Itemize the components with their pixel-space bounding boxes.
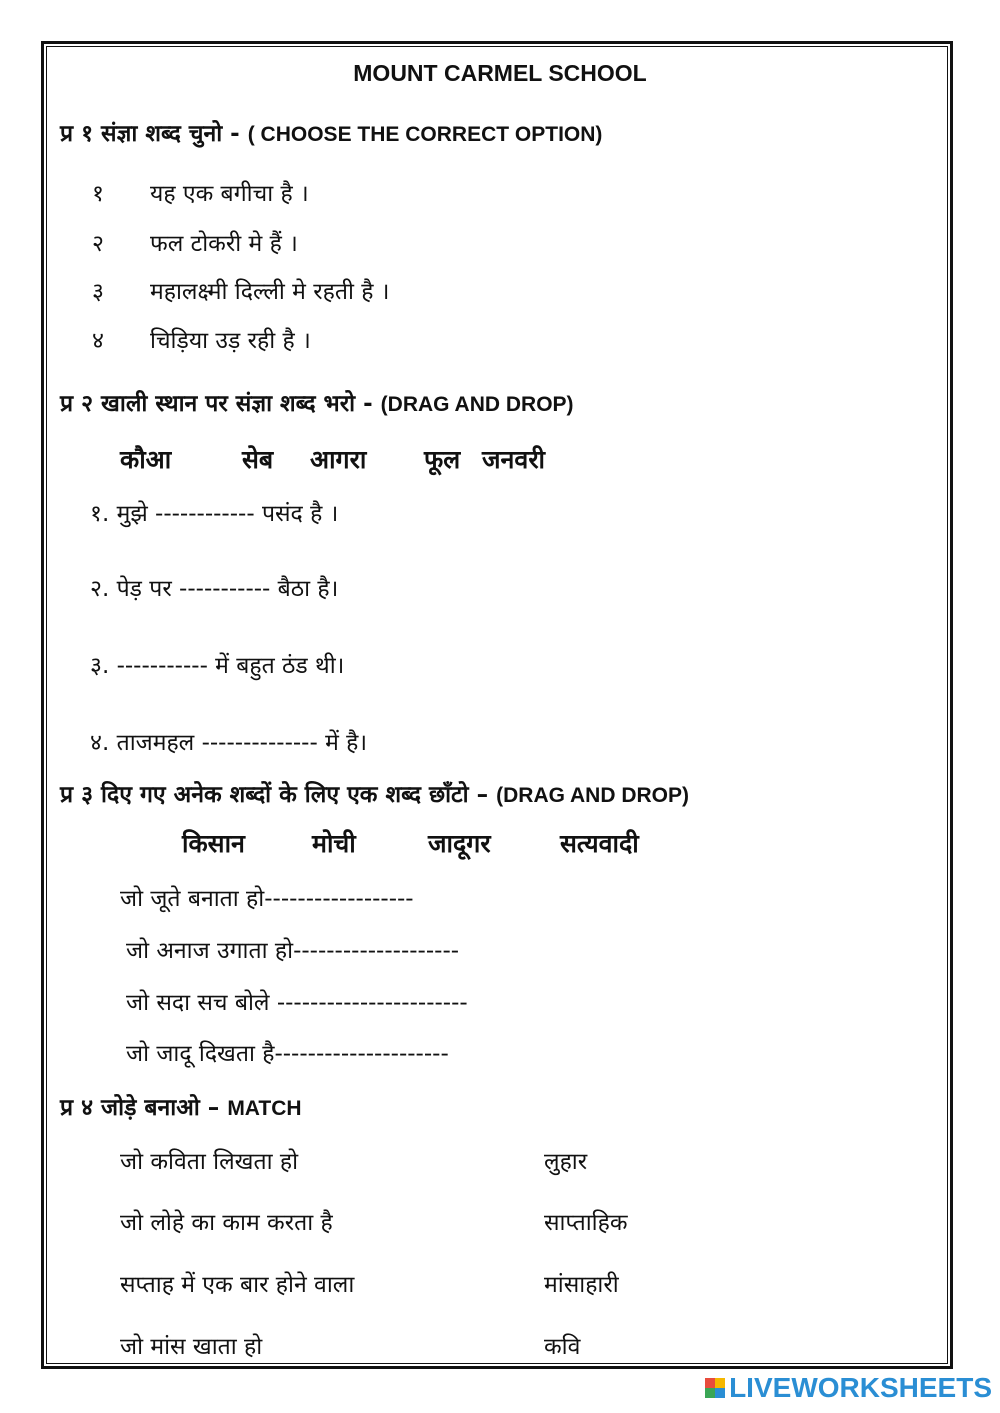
q1-item-number: २ (92, 231, 104, 257)
q2-word-option[interactable]: सेब (242, 445, 274, 474)
q4-match-right-item[interactable]: कवि (544, 1334, 581, 1360)
q3-word-bank (0, 826, 1000, 860)
q1-heading-english: ( CHOOSE THE CORRECT OPTION) (247, 123, 603, 146)
q3-fill-blank-line[interactable]: जो सदा सच बोले ----------------------- (126, 990, 468, 1016)
q1-item-text: फल टोकरी मे हैं । (150, 231, 298, 257)
q4-match-right-item[interactable]: साप्ताहिक (544, 1210, 628, 1236)
q3-fill-blank-line[interactable]: जो जादू दिखता है--------------------- (126, 1041, 449, 1067)
q2-heading (60, 386, 574, 418)
q3-word-option[interactable]: मोची (312, 829, 356, 858)
q4-match-left-item[interactable]: जो लोहे का काम करता है (120, 1210, 333, 1236)
q2-fill-blank-line[interactable]: ४. ताजमहल -------------- में है। (90, 730, 368, 756)
q3-word-option[interactable]: सत्यवादी (560, 829, 639, 858)
q1-heading (60, 116, 602, 148)
q2-fill-blank-line[interactable]: २. पेड़ पर ----------- बैठा है। (90, 576, 339, 602)
q1-item-text: यह एक बगीचा है । (150, 181, 309, 207)
q1-item[interactable] (92, 274, 389, 306)
q4-heading (60, 1090, 302, 1122)
liveworksheets-footer[interactable] (705, 1373, 992, 1403)
q2-heading-english: (DRAG AND DROP) (380, 393, 574, 416)
q2-word-option[interactable]: फूल (424, 445, 461, 474)
q3-heading-english: (DRAG AND DROP) (496, 784, 690, 807)
school-title: MOUNT CARMEL SCHOOL (353, 60, 647, 86)
q1-item[interactable] (92, 176, 309, 208)
q3-word-option[interactable]: जादूगर (428, 829, 491, 858)
q1-item[interactable] (92, 226, 298, 258)
liveworksheets-logo-icon (705, 1378, 725, 1398)
q4-heading-hindi: प्र ४ जोड़े बनाओ – (60, 1095, 220, 1121)
q1-heading-hindi: प्र १ संज्ञा शब्द चुनो - (60, 121, 240, 147)
q4-match-left-item[interactable]: जो कविता लिखता हो (120, 1149, 299, 1175)
q1-item-text: महालक्ष्मी दिल्ली मे रहती है । (150, 279, 390, 305)
q4-match-right-item[interactable]: मांसाहारी (544, 1272, 619, 1298)
q1-item-number: १ (92, 181, 104, 207)
q2-word-option[interactable]: जनवरी (482, 445, 546, 474)
q3-fill-blank-line[interactable]: जो अनाज उगाता हो-------------------- (126, 938, 460, 964)
q4-match-left-item[interactable]: सप्ताह में एक बार होने वाला (120, 1272, 355, 1298)
q1-item-text: चिड़िया उड़ रही है । (150, 328, 311, 354)
q4-match-left-item[interactable]: जो मांस खाता हो (120, 1334, 263, 1360)
q4-heading-english: MATCH (227, 1097, 302, 1120)
q1-item[interactable] (92, 323, 311, 355)
q3-heading (60, 777, 689, 809)
q1-item-number: ४ (92, 328, 104, 354)
q3-heading-hindi: प्र ३ दिए गए अनेक शब्दों के लिए एक शब्द छाँटो – (60, 782, 489, 808)
q2-fill-blank-line[interactable]: १. मुझे ------------ पसंद है । (90, 501, 339, 527)
q2-fill-blank-line[interactable]: ३. ----------- में बहुत ठंड थी। (90, 653, 345, 679)
q4-match-right-item[interactable]: लुहार (544, 1149, 588, 1175)
q1-item-number: ३ (92, 279, 104, 305)
q2-word-option[interactable]: आगरा (310, 445, 367, 474)
q2-heading-hindi: प्र २ खाली स्थान पर संज्ञा शब्द भरो - (60, 391, 373, 417)
q2-word-bank (0, 442, 1000, 476)
q3-fill-blank-line[interactable]: जो जूते बनाता हो------------------ (120, 886, 414, 912)
q2-word-option[interactable]: कौआ (120, 445, 172, 474)
q3-word-option[interactable]: किसान (182, 829, 245, 858)
liveworksheets-brand-text: LIVEWORKSHEETS (729, 1372, 992, 1403)
